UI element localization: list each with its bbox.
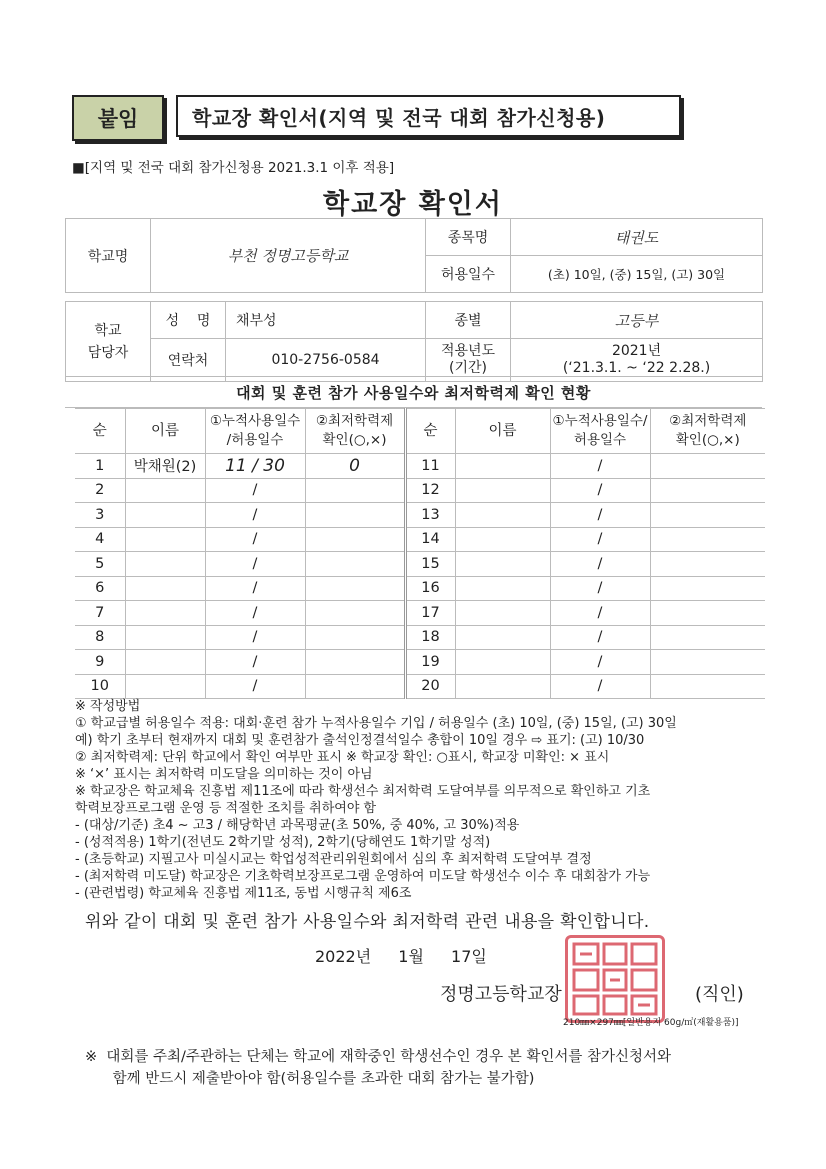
seal-label: (직인) [695,984,744,1005]
event-label: 종목명 [426,219,511,256]
row-grade-right [650,576,765,601]
row-name-right [455,478,550,503]
confirmation-text: 위와 같이 대회 및 훈련 참가 사용일수와 최저학력 관련 내용을 확인합니다. [85,912,650,932]
instruction-line: ① 학교급별 허용일수 적용: 대회·훈련 참가 누적사용일수 기입 / 허용일수 (초) 10일, (중) 15일, (고) 30일 [75,716,677,731]
row-name-right [455,454,550,479]
row-days: / [205,503,305,528]
row-days: / [205,478,305,503]
row-grade-right [650,650,765,675]
instruction-line: ※ 작성방법 [75,699,141,714]
row-grade-right [650,503,765,528]
row-name-right [455,601,550,626]
row-name-right [455,650,550,675]
attachment-tag: 붙임 [72,95,164,141]
row-no-right: 11 [405,454,455,479]
name-value: 채부성 [226,302,426,339]
row-no-right: 19 [405,650,455,675]
date-month: 1월 [398,947,424,966]
row-name [125,650,205,675]
school-value: 부천 정명고등학교 [151,219,426,293]
row-days-right: / [550,601,650,626]
row-no-right: 20 [405,674,455,699]
col-days-right: ①누적사용일수/ 허용일수 [550,409,650,454]
row-name [125,527,205,552]
row-no: 7 [75,601,125,626]
row-name-right [455,576,550,601]
table-row [75,552,765,577]
row-no: 2 [75,478,125,503]
col-grade-right: ②최저학력제 확인(○,×) [650,409,765,454]
row-no: 4 [75,527,125,552]
row-name [125,478,205,503]
row-grade-right [650,454,765,479]
division-value: 고등부 [511,302,763,339]
row-name-right [455,552,550,577]
allowed-days-label: 허용일수 [426,256,511,293]
row-days-right: / [550,478,650,503]
instruction-line: - (성적적용) 1학기(전년도 2학기말 성적), 2학기(당해연도 1학기말 성적) [75,835,491,850]
table-row [75,674,765,699]
row-name [125,576,205,601]
col-no-right: 순 [405,409,455,454]
row-name-right [455,527,550,552]
event-value: 태권도 [511,219,763,256]
row-days: / [205,552,305,577]
row-grade [305,527,405,552]
row-grade [305,552,405,577]
row-name: 박채원(2) [125,454,205,479]
instruction-line: - (초등학교) 지필고사 미실시교는 학업성적관리위원회에서 심의 후 최저학력 도달여부 결정 [75,852,592,867]
school-principal: 정명고등학교장 [440,984,562,1005]
school-label: 학교명 [66,219,151,293]
seal-icon [568,938,662,1020]
footer-note: ※ 대회를 주최/주관하는 단체는 학교에 재학중인 학생선수인 경우 본 확인서를 참가신청서와 함께 반드시 제출받아야 함(허용일수를 초과한 대회 참가는 불가함) [85,1049,671,1087]
row-days-right: / [550,650,650,675]
row-no-right: 14 [405,527,455,552]
col-no: 순 [75,409,125,454]
col-name-right: 이름 [455,409,550,454]
date-day: 17일 [451,947,487,966]
page-title: 학교장 확인서 [323,189,503,220]
row-days-right: / [550,454,650,479]
col-grade: ②최저학력제 확인(○,×) [305,409,405,454]
row-days: / [205,601,305,626]
row-days-right: / [550,552,650,577]
row-grade [305,478,405,503]
row-days: 11 / 30 [205,454,305,479]
table-row [75,576,765,601]
row-no-right: 16 [405,576,455,601]
row-grade [305,625,405,650]
instruction-line: ※ ‘×’ 표시는 최저학력 미도달을 의미하는 것이 아님 [75,767,373,782]
row-grade: 0 [305,454,405,479]
row-no: 9 [75,650,125,675]
row-name [125,625,205,650]
instruction-line: - (대상/기준) 초4 ~ 고3 / 해당학년 과목평균(초 50%, 중 40%, 고 30%)적용 [75,818,520,833]
row-name-right [455,503,550,528]
official-seal [565,935,665,1023]
row-grade [305,503,405,528]
row-days-right: / [550,625,650,650]
table-row [75,478,765,503]
col-days: ①누적사용일수 /허용일수 [205,409,305,454]
row-name [125,503,205,528]
instruction-line: 학력보장프로그램 운영 등 적절한 조치를 취하여야 함 [75,801,377,816]
table-row [75,625,765,650]
col-name: 이름 [125,409,205,454]
table-row [75,527,765,552]
row-days: / [205,650,305,675]
document-heading: 학교장 확인서(지역 및 전국 대회 참가신청용) [176,95,681,137]
date [315,944,487,967]
table-row [75,601,765,626]
row-no-right: 18 [405,625,455,650]
row-no: 6 [75,576,125,601]
row-grade-right [650,674,765,699]
row-name-right [455,674,550,699]
row-no: 3 [75,503,125,528]
row-grade [305,650,405,675]
row-days: / [205,674,305,699]
staff-label: 학교 담당자 [66,302,151,382]
info-table [65,218,763,382]
row-grade-right [650,601,765,626]
row-no-right: 17 [405,601,455,626]
row-days-right: / [550,674,650,699]
instruction-line: - (최저학력 미도달) 학교장은 기초학력보장프로그램 운영하여 미도달 학생선수 이수 후 대회참가 가능 [75,869,651,884]
section-title: 대회 및 훈련 참가 사용일수와 최저학력제 확인 현황 [65,376,762,408]
usage-table [75,408,765,699]
row-no: 5 [75,552,125,577]
row-name [125,601,205,626]
row-name [125,674,205,699]
table-row [75,503,765,528]
instruction-line: 예) 학기 초부터 현재까지 대회 및 훈련참가 출석인정결석일수 총합이 10일 경우 ⇨ 표기: (고) 10/30 [75,733,645,748]
row-grade [305,601,405,626]
row-days: / [205,625,305,650]
row-grade-right [650,625,765,650]
row-no: 1 [75,454,125,479]
row-days-right: / [550,503,650,528]
table-row [75,454,765,479]
row-days: / [205,576,305,601]
row-grade [305,576,405,601]
row-no-right: 15 [405,552,455,577]
row-name [125,552,205,577]
instruction-line: - (관련법령) 학교체육 진흥법 제11조, 동법 시행규칙 제6조 [75,886,412,901]
row-grade-right [650,552,765,577]
row-days: / [205,527,305,552]
row-grade-right [650,478,765,503]
row-days-right: / [550,576,650,601]
allowed-days-value: (초) 10일, (중) 15일, (고) 30일 [511,256,763,293]
year-label: 적용년도 (기간) [426,339,511,382]
row-no-right: 12 [405,478,455,503]
row-days-right: / [550,527,650,552]
row-grade [305,674,405,699]
instructions [75,698,775,902]
name-label: 성 명 [151,302,226,339]
division-label: 종별 [426,302,511,339]
table-row [75,650,765,675]
row-no: 10 [75,674,125,699]
contact-label: 연락처 [151,339,226,382]
row-no: 8 [75,625,125,650]
row-name-right [455,625,550,650]
instruction-line: ② 최저학력제: 단위 학교에서 확인 여부만 표시 ※ 학교장 확인: ○표시, 학교장 미확인: × 표시 [75,750,610,765]
year-value: 2021년 (‘21.3.1. ~ ‘22 2.28.) [511,339,763,382]
date-year: 2022년 [315,947,372,966]
spacer [66,293,763,302]
row-no-right: 13 [405,503,455,528]
row-grade-right [650,527,765,552]
applies-note: ■[지역 및 전국 대회 참가신청용 2021.3.1 이후 적용] [72,160,395,176]
paper-spec: 210㎜×297㎜[일반용지 60g/㎡(재활용품)] [563,1018,739,1028]
contact-value: 010-2756-0584 [226,339,426,382]
instruction-line: ※ 학교장은 학교체육 진흥법 제11조에 따라 학생선수 최저학력 도달여부를 의무적으로 확인하고 기초 [75,784,651,799]
